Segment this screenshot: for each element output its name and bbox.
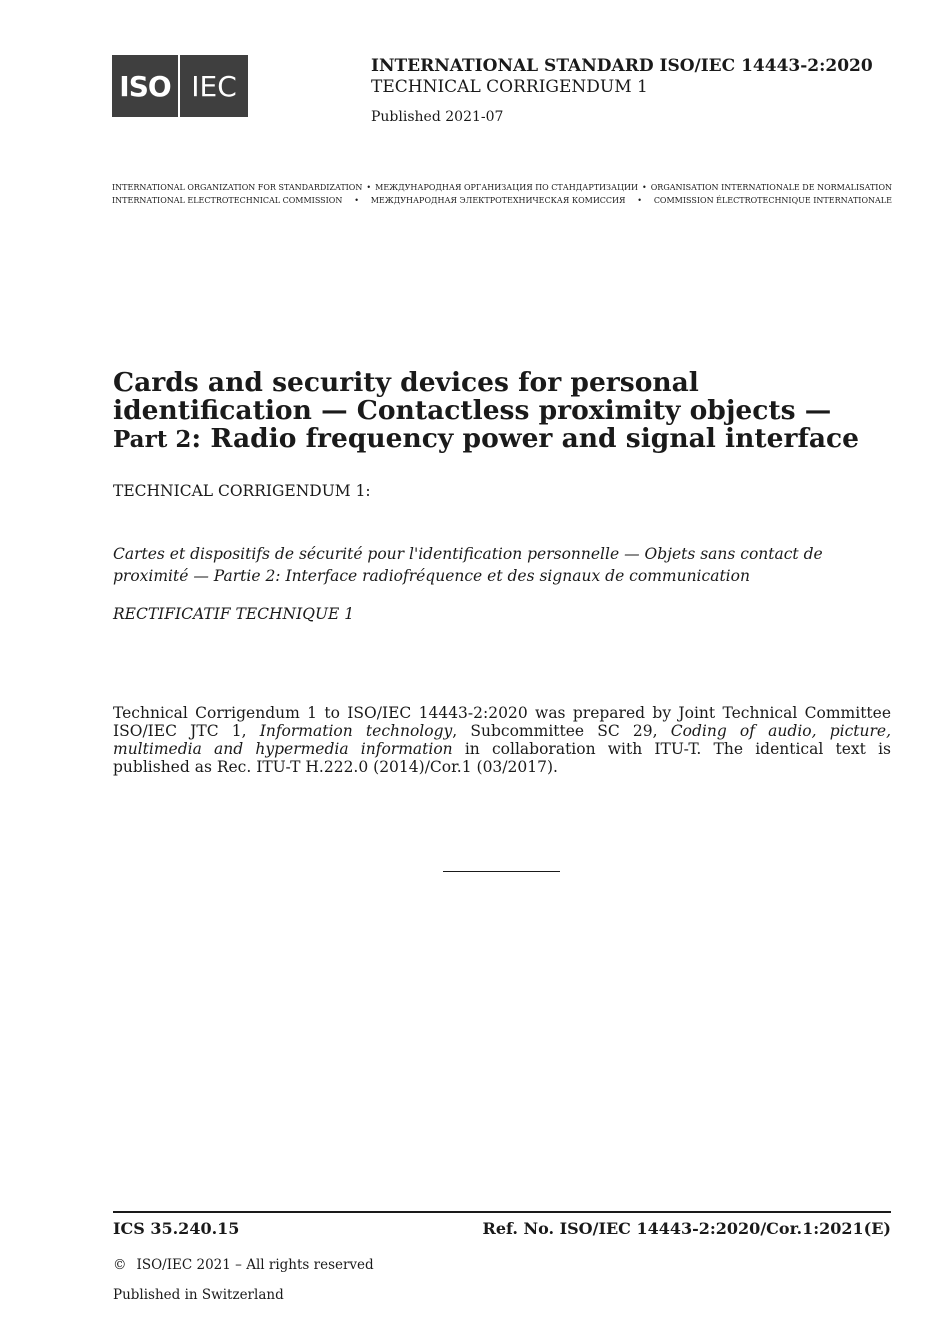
body-text: in collaboration with ITU-T. The identical text is published as Rec. ITU-T H.222.0 (2014)/Cor.1 (03/2017).: [113, 740, 891, 776]
organizations-line-2: [112, 196, 892, 205]
footer-rule: [113, 1211, 891, 1213]
ics-code: ICS 35.240.15: [113, 1219, 240, 1238]
body-paragraph: [113, 704, 891, 776]
standard-title: INTERNATIONAL STANDARD ISO/IEC 14443-2:2020: [371, 56, 873, 76]
organizations-line-1: [112, 183, 892, 192]
iso-logo: ISO: [112, 55, 178, 117]
document-title: [113, 369, 893, 454]
title-rest: : Radio frequency power and signal interface: [191, 423, 860, 454]
org-name: ORGANISATION INTERNATIONALE DE NORMALISATION: [650, 183, 892, 192]
org-name: МЕЖДУНАРОДНАЯ ЭЛЕКТРОТЕХНИЧЕСКАЯ КОМИССИЯ: [370, 196, 626, 205]
copyright-notice: [113, 1257, 374, 1273]
org-name: INTERNATIONAL ELECTROTECHNICAL COMMISSION: [112, 196, 343, 205]
corrigendum-label: TECHNICAL CORRIGENDUM 1:: [113, 482, 371, 500]
org-name: COMMISSION ÉLECTROTECHNIQUE INTERNATIONALE: [653, 196, 892, 205]
title-part: Part 2: [113, 426, 192, 453]
reference-number: Ref. No. ISO/IEC 14443-2:2020/Cor.1:2021(E): [482, 1219, 891, 1238]
end-rule: [443, 871, 560, 872]
standard-subtitle: TECHNICAL CORRIGENDUM 1: [371, 77, 648, 97]
body-text: Technical Corrigendum 1 to ISO/IEC 14443-2:2020 was prepared by Joint Technical Committee ISO/IEC JTC 1,: [113, 704, 891, 740]
iso-iec-logo: [112, 55, 248, 117]
published-in: Published in Switzerland: [113, 1287, 284, 1303]
body-text: , Subcommittee SC 29,: [452, 722, 671, 740]
bullet-separator: •: [642, 183, 647, 192]
copyright-icon: ©: [113, 1257, 127, 1273]
body-italic: Coding of audio, picture, multimedia and hypermedia information: [113, 722, 891, 758]
body-italic: Information technology: [259, 722, 453, 740]
bullet-separator: •: [637, 196, 642, 205]
iec-logo: IEC: [180, 55, 248, 117]
copyright-text: ISO/IEC 2021 – All rights reserved: [136, 1257, 374, 1273]
org-name: МЕЖДУНАРОДНАЯ ОРГАНИЗАЦИЯ ПО СТАНДАРТИЗАЦИИ: [375, 183, 638, 192]
french-corrigendum: RECTIFICATIF TECHNIQUE 1: [113, 605, 355, 623]
published-date: Published 2021-07: [371, 109, 504, 125]
french-title: Cartes et dispositifs de sécurité pour l'identification personnelle — Objets sans contact de proximité — Partie 2: Interface radiofréquence et des signaux de communication: [113, 545, 823, 585]
title-main: Cards and security devices for personal identification — Contactless proximity objects —: [113, 367, 832, 426]
bullet-separator: •: [354, 196, 359, 205]
org-name: INTERNATIONAL ORGANIZATION FOR STANDARDIZATION: [112, 183, 363, 192]
bullet-separator: •: [366, 183, 372, 192]
